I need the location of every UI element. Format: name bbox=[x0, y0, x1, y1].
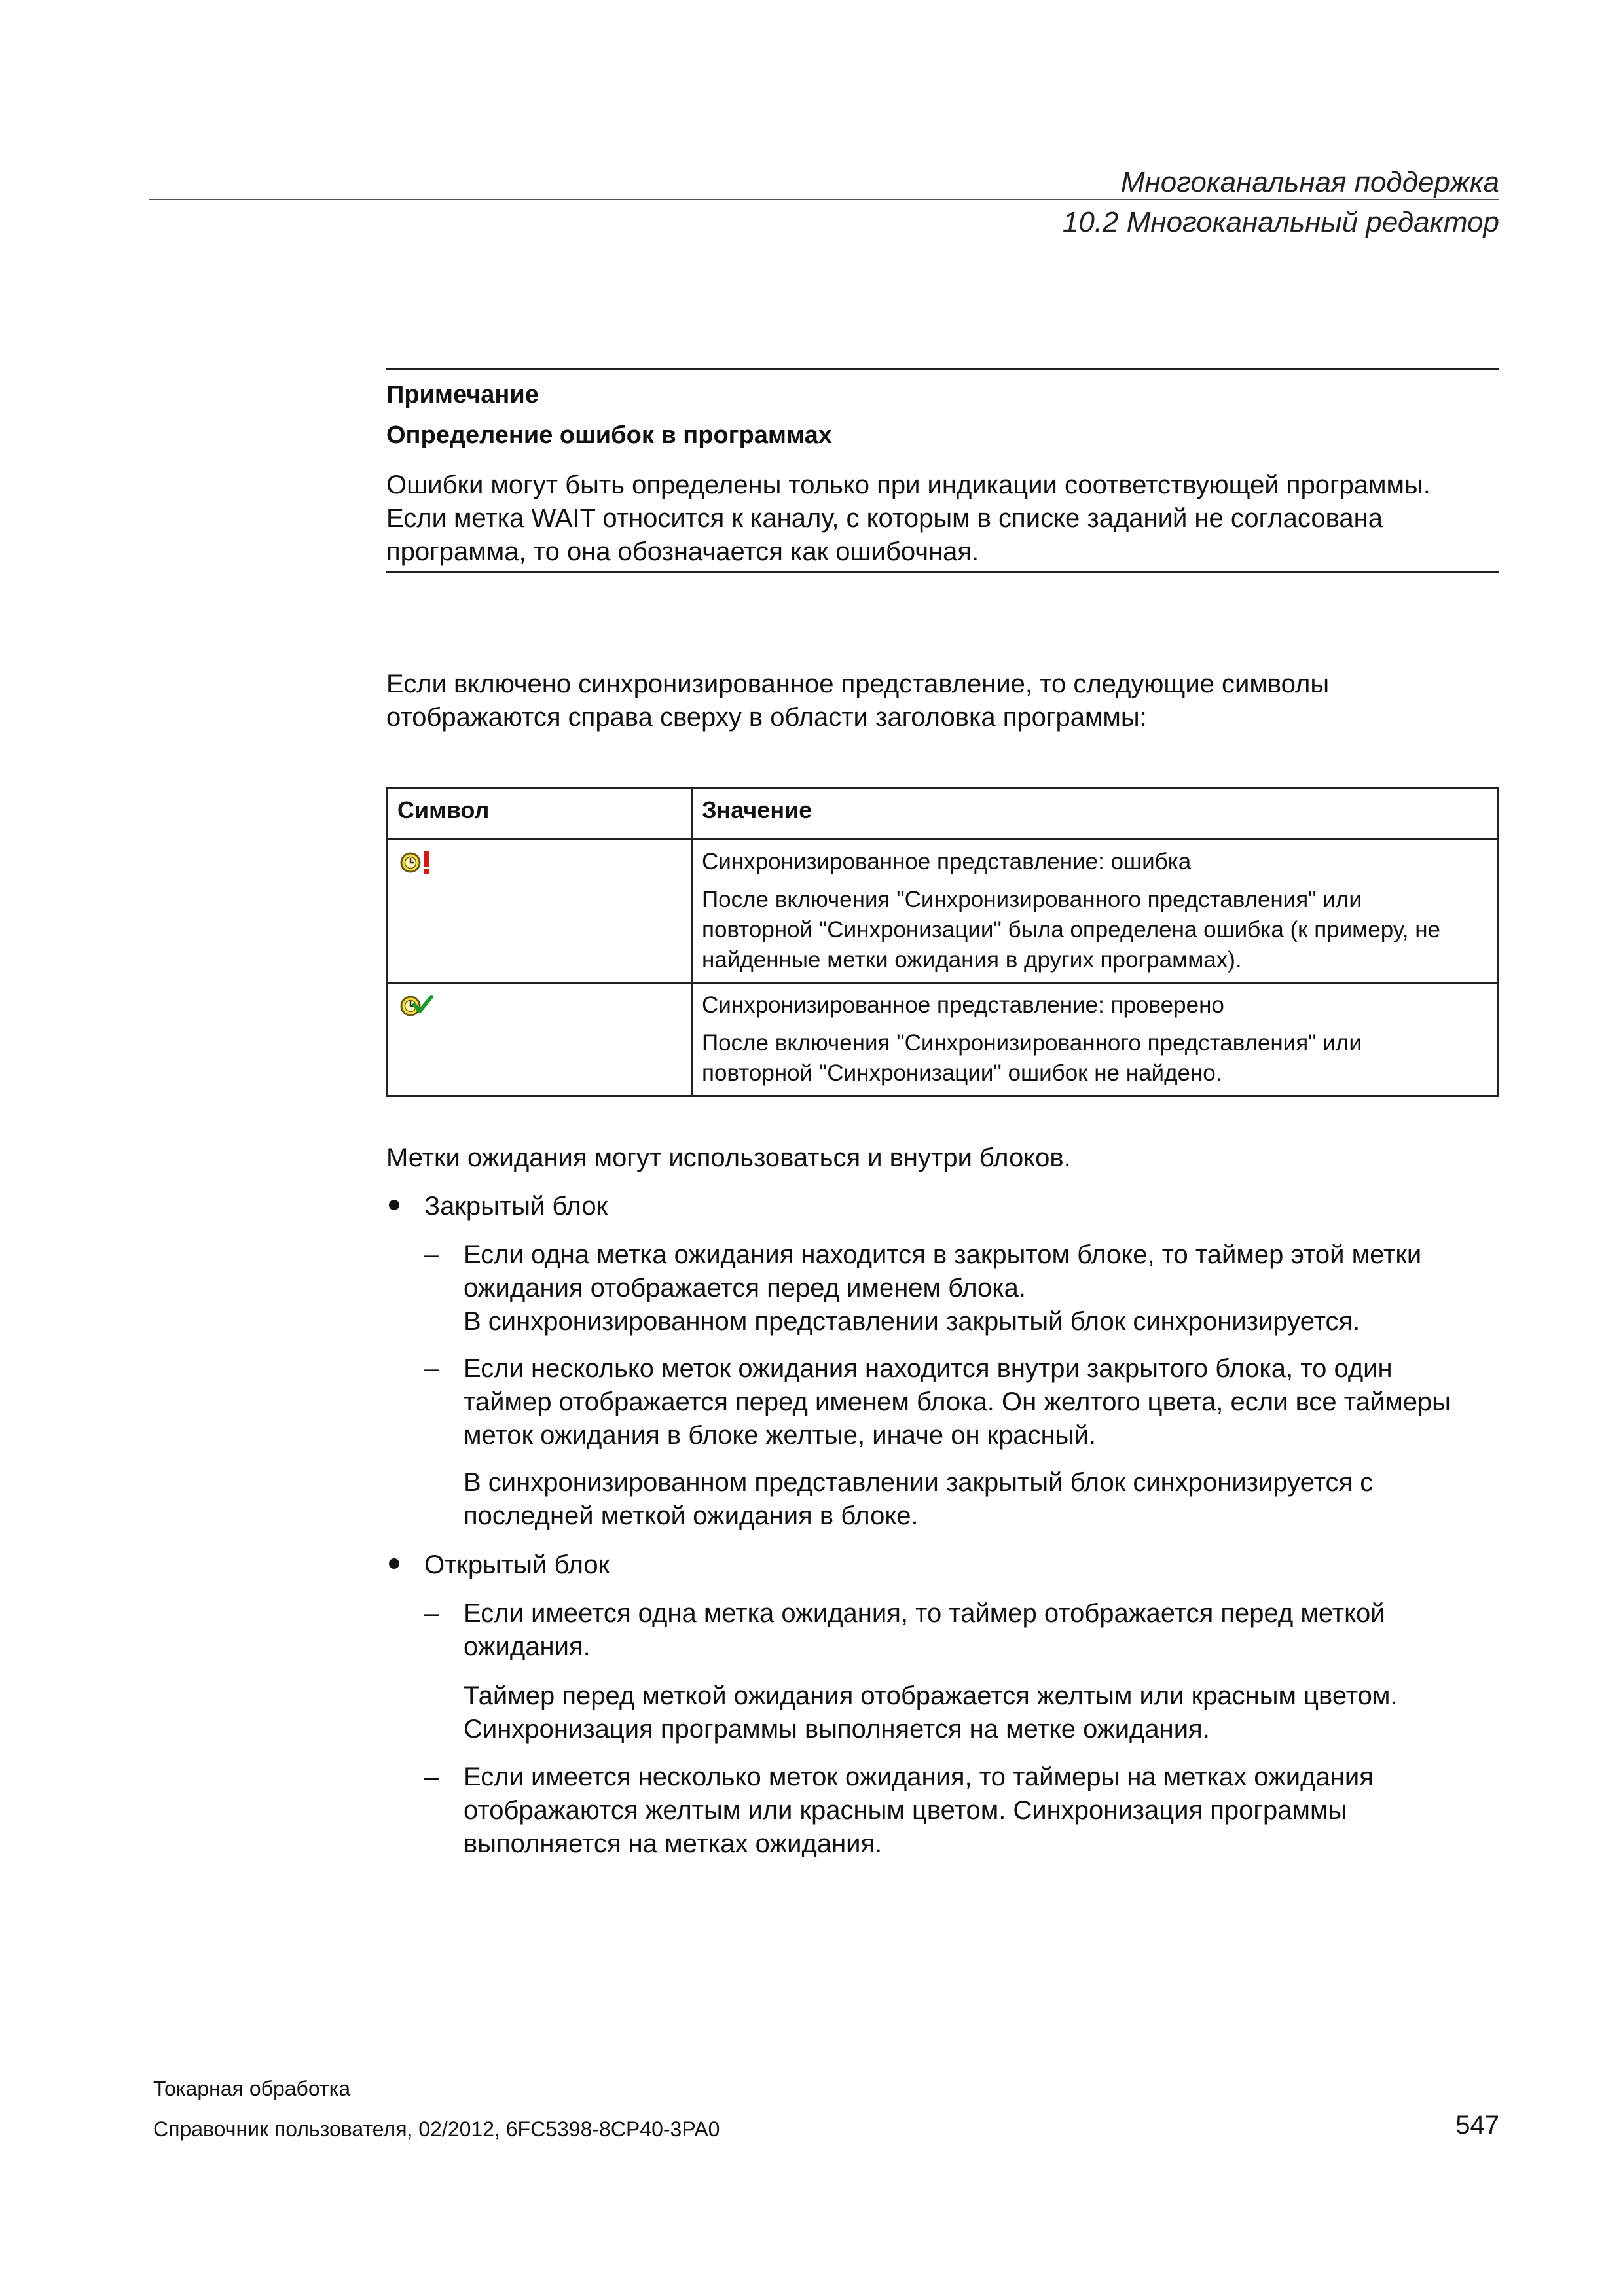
sync-error-icon bbox=[397, 847, 437, 877]
item-line: таймер отображается перед именем блока. Он желтого цвета, если все таймеры bbox=[464, 1388, 1451, 1416]
running-header-chapter: Многоканальная поддержка bbox=[1120, 166, 1499, 198]
item-line: Если одна метка ожидания находится в закрытом блоке, то таймер этой метки bbox=[464, 1240, 1422, 1269]
intro-paragraph bbox=[386, 668, 1499, 734]
item-line: Таймер перед меткой ожидания отображается желтым или красным цветом. bbox=[464, 1681, 1398, 1710]
row-title: Синхронизированное представление: проверено bbox=[702, 992, 1224, 1018]
bullet-icon bbox=[389, 1200, 399, 1210]
list-item bbox=[464, 1352, 1451, 1452]
bullet-closed-block bbox=[424, 1190, 608, 1223]
footer-manual-info: Справочник пользователя, 02/2012, 6FC5398-8CP40-3PA0 bbox=[153, 2117, 720, 2141]
list-item bbox=[464, 1761, 1374, 1861]
symbol-cell bbox=[388, 840, 692, 983]
list-item bbox=[464, 1238, 1421, 1338]
symbol-cell bbox=[388, 983, 692, 1096]
item-line: отображаются желтым или красным цветом. Синхронизация программы bbox=[464, 1796, 1347, 1825]
row-desc-line: повторной "Синхронизации" ошибок не найдено. bbox=[702, 1060, 1222, 1086]
note-top-rule bbox=[386, 368, 1499, 370]
list-item-continuation bbox=[464, 1679, 1397, 1746]
dash-icon: – bbox=[424, 1240, 439, 1269]
note-line: Ошибки могут быть определены только при индикации соответствующей программы. bbox=[386, 471, 1431, 499]
row-desc-line: После включения "Синхронизированного представления" или bbox=[702, 1030, 1362, 1056]
row-desc-line: найденные метки ожидания в других программах). bbox=[702, 947, 1242, 973]
table-row bbox=[388, 983, 1499, 1096]
item-line: В синхронизированном представлении закрытый блок синхронизируется. bbox=[464, 1307, 1360, 1336]
column-header-symbol: Символ bbox=[388, 788, 692, 840]
item-line: В синхронизированном представлении закрытый блок синхронизируется с bbox=[464, 1468, 1374, 1497]
row-desc-line: После включения "Синхронизированного представления" или bbox=[702, 887, 1362, 912]
running-header-section: 10.2 Многоканальный редактор bbox=[1062, 206, 1499, 238]
meaning-cell bbox=[692, 840, 1499, 983]
dash-icon: – bbox=[424, 1599, 439, 1628]
note-label: Примечание bbox=[386, 381, 539, 408]
item-line: ожидания отображается перед именем блока. bbox=[464, 1274, 1027, 1302]
item-line: Синхронизация программы выполняется на метке ожидания. bbox=[464, 1715, 1210, 1744]
page-number: 547 bbox=[1455, 2111, 1499, 2140]
intro-line: Если включено синхронизированное представление, то следующие символы bbox=[386, 670, 1330, 698]
item-line: Если имеется несколько меток ожидания, то таймеры на метках ожидания bbox=[464, 1763, 1374, 1791]
lead-line: Метки ожидания могут использоваться и внутри блоков. bbox=[386, 1143, 1071, 1172]
sync-ok-icon bbox=[397, 990, 437, 1020]
item-line: ожидания. bbox=[464, 1632, 591, 1661]
meaning-cell bbox=[692, 983, 1499, 1096]
note-title: Определение ошибок в программах bbox=[386, 422, 832, 449]
item-line: последней меткой ожидания в блоке. bbox=[464, 1501, 919, 1530]
item-line: меток ожидания в блоке желтые, иначе он красный. bbox=[464, 1421, 1096, 1450]
note-bottom-rule bbox=[386, 571, 1499, 573]
lead-paragraph bbox=[386, 1141, 1499, 1175]
row-desc-line: повторной "Синхронизации" была определена ошибка (к примеру, не bbox=[702, 917, 1441, 942]
dash-icon: – bbox=[424, 1354, 439, 1383]
item-line: Если имеется одна метка ожидания, то таймер отображается перед меткой bbox=[464, 1599, 1385, 1628]
column-header-meaning: Значение bbox=[692, 788, 1499, 840]
footer-title: Токарная обработка bbox=[153, 2077, 351, 2100]
list-item-continuation bbox=[464, 1466, 1373, 1533]
item-line: Если несколько меток ожидания находится внутри закрытого блока, то один bbox=[464, 1354, 1393, 1383]
header-rule bbox=[149, 199, 1499, 200]
dash-icon: – bbox=[424, 1763, 439, 1791]
note-line: программа, то она обозначается как ошибочная. bbox=[386, 537, 979, 566]
bullet-label: Открытый блок bbox=[424, 1551, 610, 1579]
table-row bbox=[388, 840, 1499, 983]
symbol-table bbox=[386, 787, 1499, 1097]
bullet-label: Закрытый блок bbox=[424, 1192, 608, 1221]
intro-line: отображаются справа сверху в области заголовка программы: bbox=[386, 703, 1147, 732]
bullet-open-block bbox=[424, 1549, 610, 1582]
note-line: Если метка WAIT относится к каналу, с которым в списке заданий не согласована bbox=[386, 504, 1383, 533]
bullet-icon bbox=[389, 1558, 399, 1569]
table-header-row bbox=[388, 788, 1499, 840]
row-title: Синхронизированное представление: ошибка bbox=[702, 849, 1192, 874]
note-text bbox=[386, 469, 1499, 569]
item-line: выполняется на метках ожидания. bbox=[464, 1829, 883, 1858]
list-item bbox=[464, 1597, 1385, 1664]
